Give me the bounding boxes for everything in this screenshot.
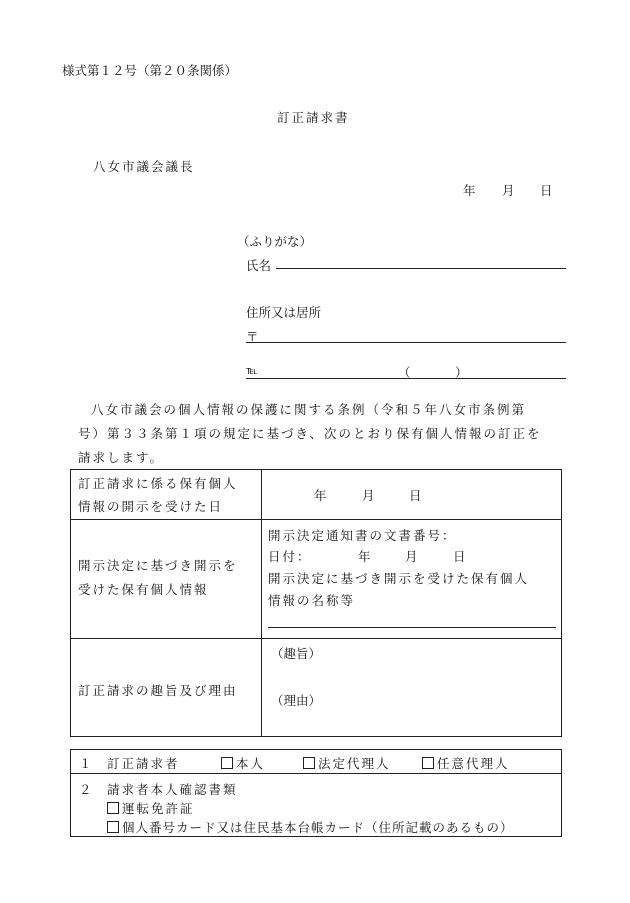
row1-month: 月 xyxy=(362,488,375,503)
row2-date-month: 月 xyxy=(405,549,418,564)
option-legal-agent[interactable] xyxy=(303,754,391,772)
item2-number: ２ xyxy=(79,782,92,797)
row1-label-line1: 訂正請求に係る保有個人 xyxy=(78,476,238,491)
row2-label-line2: 受けた保有個人情報 xyxy=(78,582,209,597)
page-title: 訂正請求書 xyxy=(277,110,350,125)
option-principal-label: 本人 xyxy=(236,756,266,771)
form-number: 様式第１２号（第２０条関係） xyxy=(62,63,238,78)
row2-date-year: 年 xyxy=(358,549,371,564)
row2-date-label: 日付： xyxy=(268,549,312,564)
row3-reason: （理由） xyxy=(271,693,322,708)
body-line-1: 八女市議会の個人情報の保護に関する条例（令和５年八女市条例第 xyxy=(91,402,527,417)
item1-number: １ xyxy=(79,756,92,771)
name-field[interactable] xyxy=(276,268,566,269)
row2-name-line1: 開示決定に基づき開示を受けた保有個人 xyxy=(268,571,530,586)
table-row-divider-2 xyxy=(71,638,561,639)
requester-type-box xyxy=(70,749,562,837)
option-id-card[interactable] xyxy=(107,818,514,836)
row2-date-day: 日 xyxy=(453,549,466,564)
body-line-2: 号）第３３条第１項の規定に基づき、次のとおり保有個人情報の訂正を xyxy=(78,426,542,441)
tel-paren-close: ） xyxy=(455,365,468,380)
row1-year: 年 xyxy=(314,488,327,503)
postal-mark: 〒 xyxy=(246,329,259,344)
row3-label: 訂正請求の趣旨及び理由 xyxy=(78,683,238,698)
option-id-card-label: 個人番号カード又は住民基本台帳カード（住所記載のあるもの） xyxy=(122,820,514,835)
row2-name-line2: 情報の名称等 xyxy=(268,593,356,608)
body-line-3: 請求します。 xyxy=(78,450,165,465)
row3-purpose: （趣旨） xyxy=(271,646,322,661)
furigana-label: （ふりがな） xyxy=(237,234,313,249)
checkbox-icon[interactable] xyxy=(221,757,233,769)
tel-label: ℡ xyxy=(246,364,258,377)
row2-name-field[interactable] xyxy=(268,627,556,628)
address-label: 住所又は居所 xyxy=(246,305,322,320)
address-field[interactable] xyxy=(246,342,566,343)
option-legal-agent-label: 法定代理人 xyxy=(318,756,391,771)
option-drivers-license-label: 運転免許証 xyxy=(122,801,195,816)
checkbox-icon[interactable] xyxy=(303,757,315,769)
table-row-divider-1 xyxy=(71,519,561,520)
addressee: 八女市議会議長 xyxy=(93,159,195,174)
date-day: 日 xyxy=(540,183,553,198)
tel-field[interactable] xyxy=(246,378,566,379)
tel-paren-open: （ xyxy=(398,365,411,380)
option-voluntary-agent-label: 任意代理人 xyxy=(437,756,510,771)
row2-doc-number: 開示決定通知書の文書番号： xyxy=(268,528,457,543)
checkbox-icon[interactable] xyxy=(422,757,434,769)
date-month: 月 xyxy=(502,183,515,198)
option-drivers-license[interactable] xyxy=(107,799,195,817)
date-year: 年 xyxy=(463,183,476,198)
option-voluntary-agent[interactable] xyxy=(422,754,510,772)
name-label: 氏名 xyxy=(246,258,272,273)
box-divider xyxy=(71,773,561,774)
table-column-divider xyxy=(261,470,262,736)
row1-label-line2: 情報の開示を受けた日 xyxy=(78,499,224,514)
item2-label: 請求者本人確認書類 xyxy=(107,782,238,797)
option-principal[interactable] xyxy=(221,754,265,772)
checkbox-icon[interactable] xyxy=(107,802,119,814)
row1-day: 日 xyxy=(409,488,422,503)
request-table xyxy=(70,469,562,737)
row2-label-line1: 開示決定に基づき開示を xyxy=(78,558,238,573)
checkbox-icon[interactable] xyxy=(107,821,119,833)
item1-label: 訂正請求者 xyxy=(107,756,180,771)
